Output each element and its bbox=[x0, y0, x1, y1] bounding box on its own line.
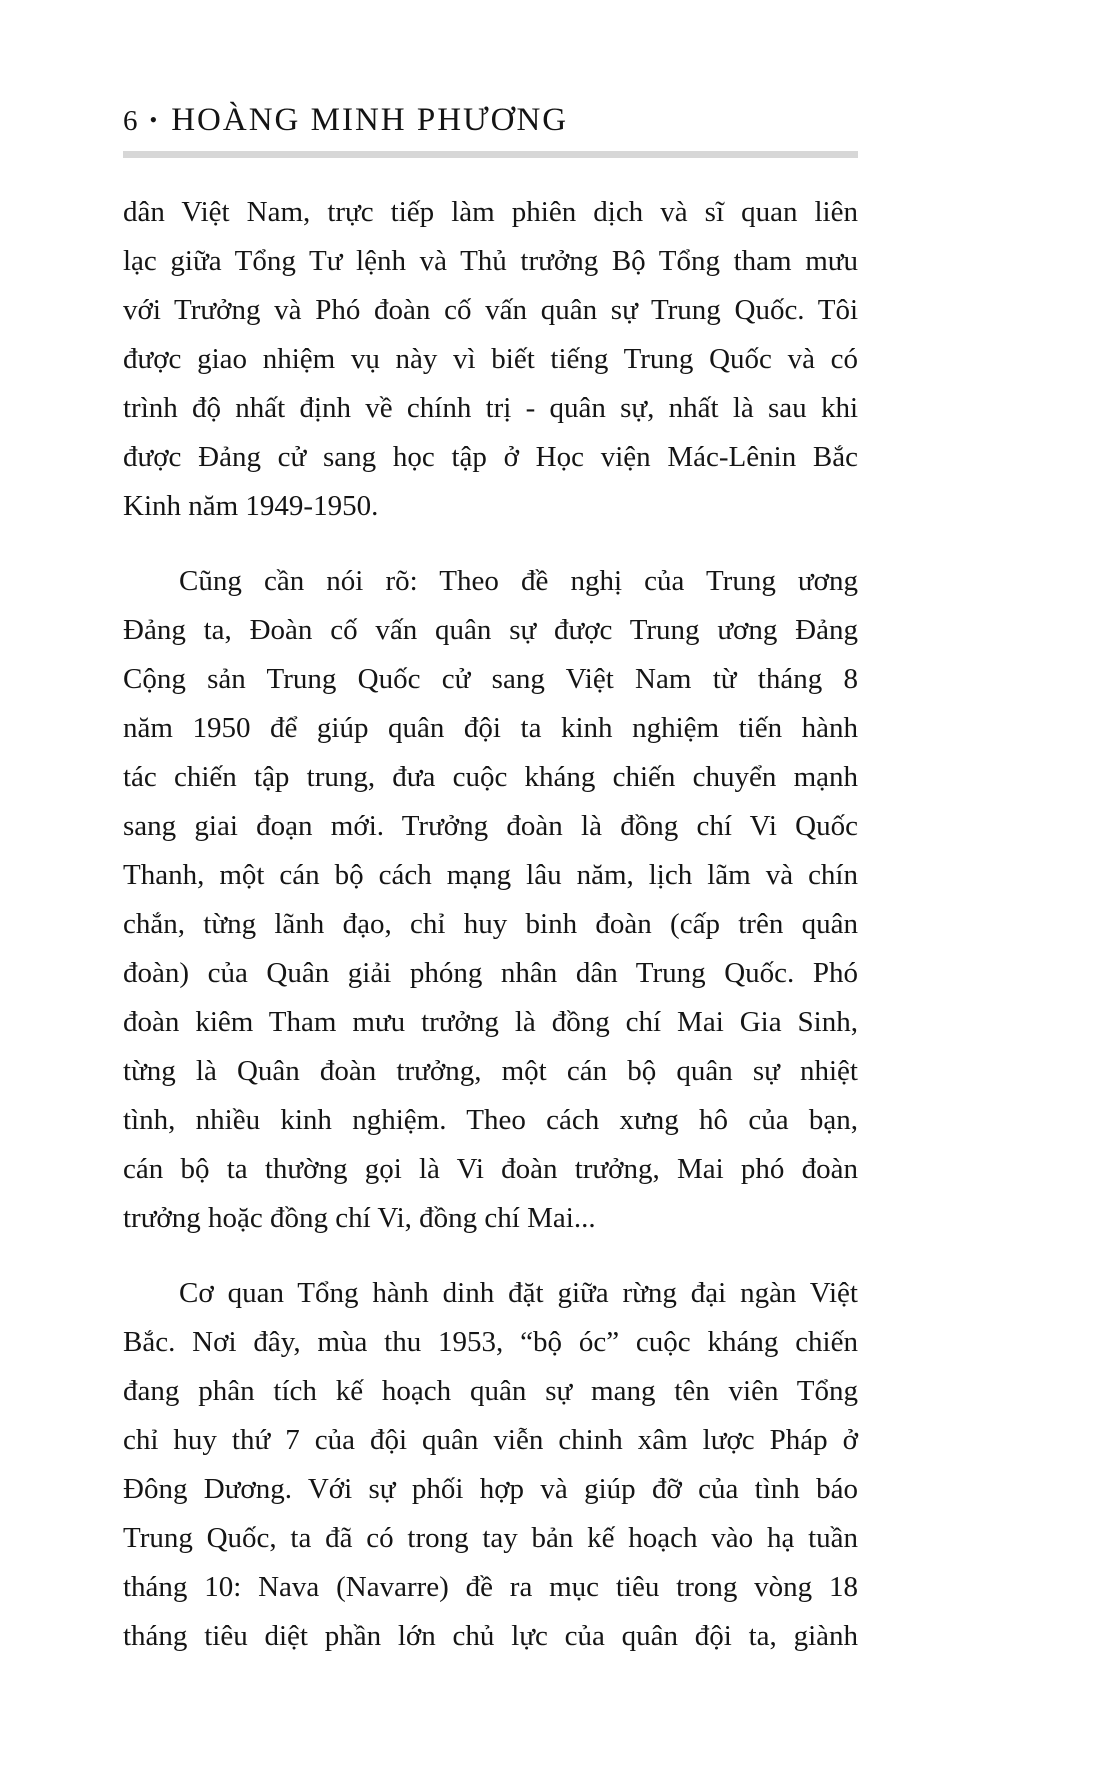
page-body bbox=[123, 188, 858, 1661]
text-line: trình độ nhất định về chính trị - quân sự, nhất là sau khi bbox=[123, 392, 858, 424]
paragraph bbox=[123, 1269, 858, 1661]
text-line: đang phân tích kế hoạch quân sự mang tên viên Tổng bbox=[123, 1375, 858, 1407]
text-line: cán bộ ta thường gọi là Vi đoàn trưởng, Mai phó đoàn bbox=[123, 1153, 858, 1185]
paragraph bbox=[123, 557, 858, 1243]
text-line: đoàn) của Quân giải phóng nhân dân Trung Quốc. Phó bbox=[123, 957, 858, 989]
text-line: Bắc. Nơi đây, mùa thu 1953, “bộ óc” cuộc kháng chiến bbox=[123, 1326, 858, 1358]
text-line: tháng 10: Nava (Navarre) đề ra mục tiêu trong vòng 18 bbox=[123, 1571, 858, 1603]
text-line: được giao nhiệm vụ này vì biết tiếng Trung Quốc và có bbox=[123, 343, 858, 375]
text-line: Kinh năm 1949-1950. bbox=[123, 490, 379, 522]
text-line: trưởng hoặc đồng chí Vi, đồng chí Mai... bbox=[123, 1202, 596, 1234]
text-line: Thanh, một cán bộ cách mạng lâu năm, lịch lãm và chín bbox=[123, 859, 858, 891]
text-line: tháng tiêu diệt phần lớn chủ lực của quân đội ta, giành bbox=[123, 1620, 858, 1652]
text-line: từng là Quân đoàn trưởng, một cán bộ quân sự nhiệt bbox=[123, 1055, 858, 1087]
text-line: năm 1950 để giúp quân đội ta kinh nghiệm tiến hành bbox=[123, 712, 858, 744]
text-line: sang giai đoạn mới. Trưởng đoàn là đồng chí Vi Quốc bbox=[123, 810, 858, 842]
text-line: Cũng cần nói rõ: Theo đề nghị của Trung ương bbox=[179, 565, 858, 597]
text-line: đoàn kiêm Tham mưu trưởng là đồng chí Mai Gia Sinh, bbox=[123, 1006, 858, 1038]
book-page bbox=[123, 0, 858, 1661]
header-rule bbox=[123, 151, 858, 158]
text-line: tác chiến tập trung, đưa cuộc kháng chiến chuyển mạnh bbox=[123, 761, 858, 793]
text-line: Đông Dương. Với sự phối hợp và giúp đỡ của tình báo bbox=[123, 1473, 858, 1505]
header-bullet: • bbox=[149, 107, 160, 132]
author-name: HOÀNG MINH PHƯƠNG bbox=[171, 102, 569, 138]
text-line: với Trưởng và Phó đoàn cố vấn quân sự Trung Quốc. Tôi bbox=[123, 294, 858, 326]
text-line: Cộng sản Trung Quốc cử sang Việt Nam từ tháng 8 bbox=[123, 663, 858, 695]
text-line: Cơ quan Tổng hành dinh đặt giữa rừng đại ngàn Việt bbox=[179, 1277, 858, 1309]
page-number: 6 bbox=[123, 105, 140, 137]
page-header bbox=[123, 102, 858, 139]
text-line: được Đảng cử sang học tập ở Học viện Mác-Lênin Bắc bbox=[123, 441, 858, 473]
text-line: chắn, từng lãnh đạo, chỉ huy binh đoàn (cấp trên quân bbox=[123, 908, 858, 940]
text-line: dân Việt Nam, trực tiếp làm phiên dịch và sĩ quan liên bbox=[123, 196, 858, 228]
text-line: tình, nhiều kinh nghiệm. Theo cách xưng hô của bạn, bbox=[123, 1104, 858, 1136]
text-line: Trung Quốc, ta đã có trong tay bản kế hoạch vào hạ tuần bbox=[123, 1522, 858, 1554]
text-line: chỉ huy thứ 7 của đội quân viễn chinh xâm lược Pháp ở bbox=[123, 1424, 858, 1456]
paragraph bbox=[123, 188, 858, 531]
text-line: lạc giữa Tổng Tư lệnh và Thủ trưởng Bộ Tổng tham mưu bbox=[123, 245, 858, 277]
text-line: Đảng ta, Đoàn cố vấn quân sự được Trung ương Đảng bbox=[123, 614, 858, 646]
